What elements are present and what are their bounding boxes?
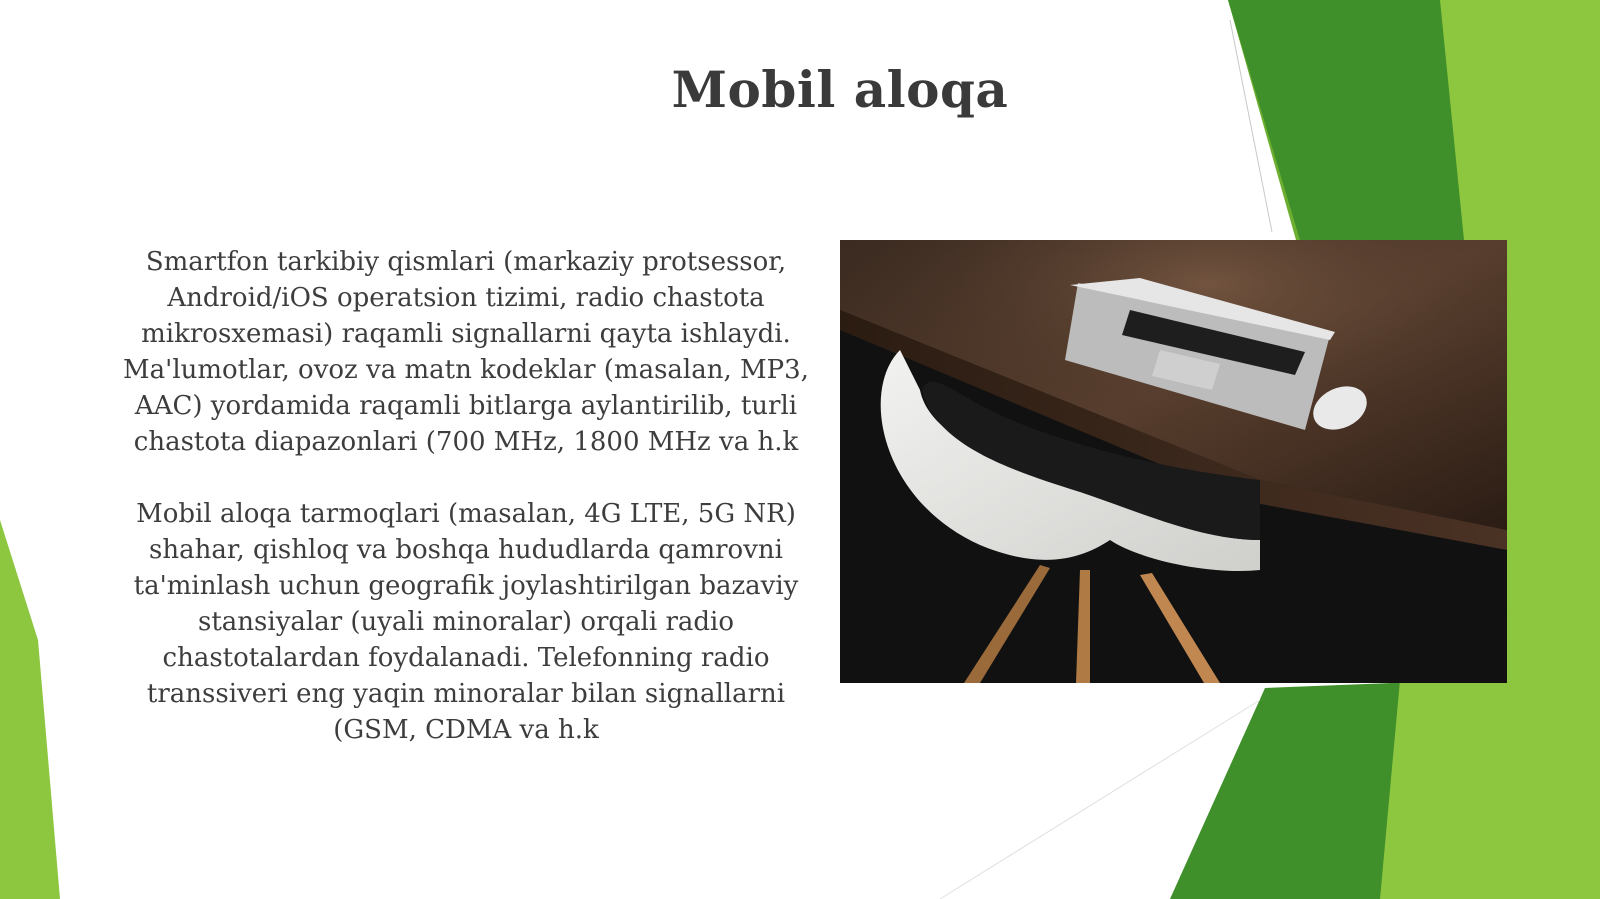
slide-title: Mobil aloqa <box>671 60 1009 119</box>
green-shape-dark <box>1228 0 1480 250</box>
desk-laptop-chair-photo <box>840 240 1507 683</box>
paragraph-network: Mobil aloqa tarmoqlari (masalan, 4G LTE, 5G NR) shahar, qishloq va boshqa hududlarda qamrovni ta'minlash uchun geografik joylashtirilgan bazaviy stansiyalar (uyali minoralar) orqali radio chastotalardan foydalanadi. Telefonning radio transsiveri eng yaqin minoralar bilan signallarni (GSM, CDMA va h.k <box>133 499 799 745</box>
paragraph-smartphone: Smartfon tarkibiy qismlari (markaziy protsessor, Android/iOS operatsion tizimi, radio chastota mikrosxemasi) raqamli signallarni qayta ishlaydi. Ma'lumotlar, ovoz va matn kodeklar (masalan, MP3, AAC) yordamida raqamli bitlarga aylantirilib, turli chastota diapazonlari (700 MHz, 1800 MHz va h.k <box>123 247 809 457</box>
green-shape-left <box>0 520 60 899</box>
body-text <box>104 244 828 748</box>
